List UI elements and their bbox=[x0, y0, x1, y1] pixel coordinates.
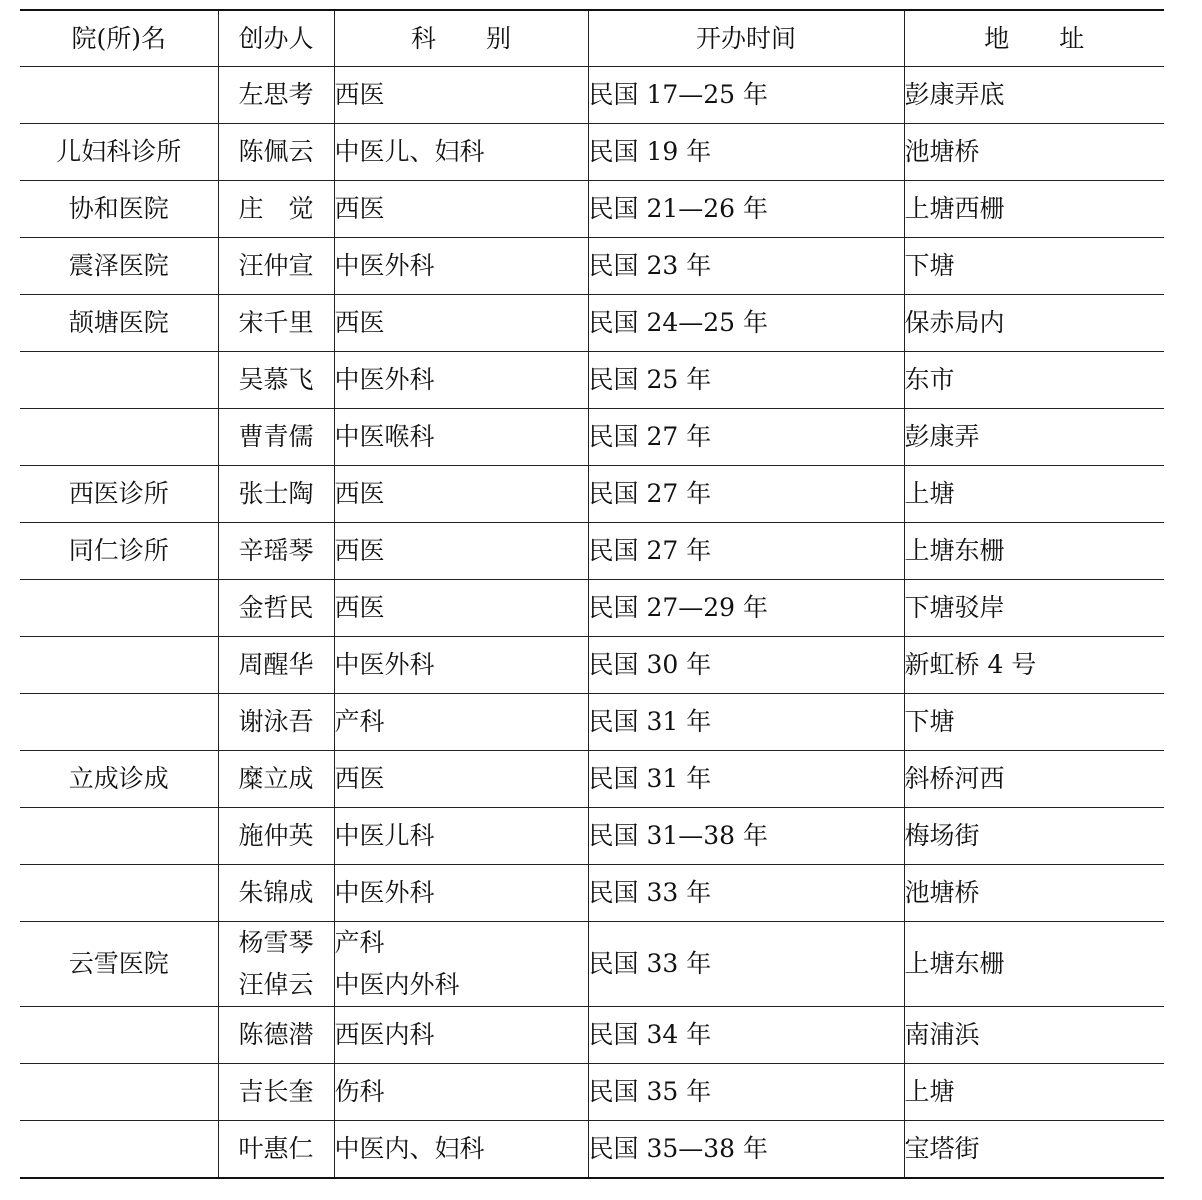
cell-founder: 糜立成 bbox=[218, 751, 334, 808]
table-row bbox=[20, 808, 1164, 865]
cell-address: 斜桥河西 bbox=[904, 751, 1164, 808]
cell-address: 上塘东栅 bbox=[904, 922, 1164, 1007]
cell-founder: 曹青儒 bbox=[218, 409, 334, 466]
cell-name: 云雪医院 bbox=[20, 922, 218, 1007]
table-row bbox=[20, 181, 1164, 238]
cell-founder: 陈佩云 bbox=[218, 124, 334, 181]
cell-address: 南浦浜 bbox=[904, 1007, 1164, 1064]
table-body bbox=[20, 67, 1164, 1179]
cell-period: 民国 17—25 年 bbox=[588, 67, 904, 124]
cell-name bbox=[20, 1064, 218, 1121]
cell-department: 产科 中医内外科 bbox=[334, 922, 588, 1007]
cell-address: 上塘 bbox=[904, 466, 1164, 523]
cell-name bbox=[20, 67, 218, 124]
cell-department: 中医内、妇科 bbox=[334, 1121, 588, 1179]
cell-period: 民国 21—26 年 bbox=[588, 181, 904, 238]
cell-address: 保赤局内 bbox=[904, 295, 1164, 352]
table-row bbox=[20, 865, 1164, 922]
header-department: 科 别 bbox=[334, 10, 588, 67]
cell-address: 彭康弄底 bbox=[904, 67, 1164, 124]
cell-address: 彭康弄 bbox=[904, 409, 1164, 466]
cell-period: 民国 23 年 bbox=[588, 238, 904, 295]
cell-founder: 张士陶 bbox=[218, 466, 334, 523]
cell-name bbox=[20, 1121, 218, 1179]
cell-period: 民国 24—25 年 bbox=[588, 295, 904, 352]
cell-founder: 谢泳吾 bbox=[218, 694, 334, 751]
cell-department: 中医外科 bbox=[334, 352, 588, 409]
cell-address: 上塘 bbox=[904, 1064, 1164, 1121]
cell-name bbox=[20, 694, 218, 751]
cell-department: 中医儿、妇科 bbox=[334, 124, 588, 181]
table-row bbox=[20, 1121, 1164, 1179]
cell-founder: 周醒华 bbox=[218, 637, 334, 694]
table-row bbox=[20, 1007, 1164, 1064]
header-founder: 创办人 bbox=[218, 10, 334, 67]
cell-department: 西医 bbox=[334, 67, 588, 124]
cell-founder: 左思考 bbox=[218, 67, 334, 124]
table-row bbox=[20, 922, 1164, 1007]
cell-period: 民国 35 年 bbox=[588, 1064, 904, 1121]
cell-period: 民国 19 年 bbox=[588, 124, 904, 181]
cell-name bbox=[20, 637, 218, 694]
cell-department: 中医儿科 bbox=[334, 808, 588, 865]
table-row bbox=[20, 523, 1164, 580]
cell-address: 梅场街 bbox=[904, 808, 1164, 865]
table-row bbox=[20, 694, 1164, 751]
cell-period: 民国 31 年 bbox=[588, 751, 904, 808]
cell-period: 民国 27 年 bbox=[588, 409, 904, 466]
header-row bbox=[20, 10, 1164, 67]
cell-name: 同仁诊所 bbox=[20, 523, 218, 580]
cell-founder: 金哲民 bbox=[218, 580, 334, 637]
cell-founder: 宋千里 bbox=[218, 295, 334, 352]
cell-department: 中医外科 bbox=[334, 637, 588, 694]
header-period: 开办时间 bbox=[588, 10, 904, 67]
cell-address: 池塘桥 bbox=[904, 124, 1164, 181]
cell-period: 民国 27—29 年 bbox=[588, 580, 904, 637]
cell-name: 震泽医院 bbox=[20, 238, 218, 295]
table-row bbox=[20, 1064, 1164, 1121]
cell-period: 民国 31 年 bbox=[588, 694, 904, 751]
cell-period: 民国 33 年 bbox=[588, 865, 904, 922]
cell-address: 下塘 bbox=[904, 238, 1164, 295]
cell-period: 民国 35—38 年 bbox=[588, 1121, 904, 1179]
cell-name: 立成诊成 bbox=[20, 751, 218, 808]
cell-period: 民国 30 年 bbox=[588, 637, 904, 694]
cell-address: 新虹桥 4 号 bbox=[904, 637, 1164, 694]
cell-founder: 杨雪琴 汪倬云 bbox=[218, 922, 334, 1007]
cell-founder: 叶惠仁 bbox=[218, 1121, 334, 1179]
cell-period: 民国 27 年 bbox=[588, 466, 904, 523]
header-name: 院(所)名 bbox=[20, 10, 218, 67]
table-row bbox=[20, 295, 1164, 352]
cell-department: 产科 bbox=[334, 694, 588, 751]
cell-period: 民国 34 年 bbox=[588, 1007, 904, 1064]
cell-address: 池塘桥 bbox=[904, 865, 1164, 922]
hospitals-table bbox=[20, 9, 1164, 1179]
table-row bbox=[20, 352, 1164, 409]
table-row bbox=[20, 580, 1164, 637]
table-row bbox=[20, 409, 1164, 466]
table-row bbox=[20, 124, 1164, 181]
table-row bbox=[20, 67, 1164, 124]
cell-name bbox=[20, 808, 218, 865]
table-row bbox=[20, 751, 1164, 808]
cell-address: 东市 bbox=[904, 352, 1164, 409]
cell-founder: 施仲英 bbox=[218, 808, 334, 865]
cell-founder: 吉长奎 bbox=[218, 1064, 334, 1121]
cell-founder: 陈德潜 bbox=[218, 1007, 334, 1064]
cell-department: 中医外科 bbox=[334, 865, 588, 922]
cell-department: 西医 bbox=[334, 523, 588, 580]
cell-founder: 吴慕飞 bbox=[218, 352, 334, 409]
cell-address: 宝塔街 bbox=[904, 1121, 1164, 1179]
cell-address: 上塘西栅 bbox=[904, 181, 1164, 238]
cell-name bbox=[20, 1007, 218, 1064]
cell-address: 下塘 bbox=[904, 694, 1164, 751]
cell-department: 伤科 bbox=[334, 1064, 588, 1121]
cell-founder: 辛瑶琴 bbox=[218, 523, 334, 580]
cell-name bbox=[20, 352, 218, 409]
cell-period: 民国 33 年 bbox=[588, 922, 904, 1007]
cell-department: 中医外科 bbox=[334, 238, 588, 295]
cell-name bbox=[20, 409, 218, 466]
cell-department: 西医 bbox=[334, 580, 588, 637]
cell-department: 西医 bbox=[334, 181, 588, 238]
cell-founder: 庄 觉 bbox=[218, 181, 334, 238]
table-row bbox=[20, 466, 1164, 523]
cell-name: 颉塘医院 bbox=[20, 295, 218, 352]
cell-name: 西医诊所 bbox=[20, 466, 218, 523]
cell-period: 民国 25 年 bbox=[588, 352, 904, 409]
cell-address: 下塘驳岸 bbox=[904, 580, 1164, 637]
cell-founder: 朱锦成 bbox=[218, 865, 334, 922]
cell-name: 协和医院 bbox=[20, 181, 218, 238]
table-row bbox=[20, 637, 1164, 694]
header-address: 地 址 bbox=[904, 10, 1164, 67]
cell-department: 中医喉科 bbox=[334, 409, 588, 466]
cell-department: 西医 bbox=[334, 295, 588, 352]
cell-name bbox=[20, 865, 218, 922]
cell-department: 西医 bbox=[334, 751, 588, 808]
cell-name bbox=[20, 580, 218, 637]
cell-period: 民国 27 年 bbox=[588, 523, 904, 580]
cell-address: 上塘东栅 bbox=[904, 523, 1164, 580]
cell-period: 民国 31—38 年 bbox=[588, 808, 904, 865]
table-row bbox=[20, 238, 1164, 295]
cell-department: 西医 bbox=[334, 466, 588, 523]
cell-founder: 汪仲宣 bbox=[218, 238, 334, 295]
cell-department: 西医内科 bbox=[334, 1007, 588, 1064]
cell-name: 儿妇科诊所 bbox=[20, 124, 218, 181]
